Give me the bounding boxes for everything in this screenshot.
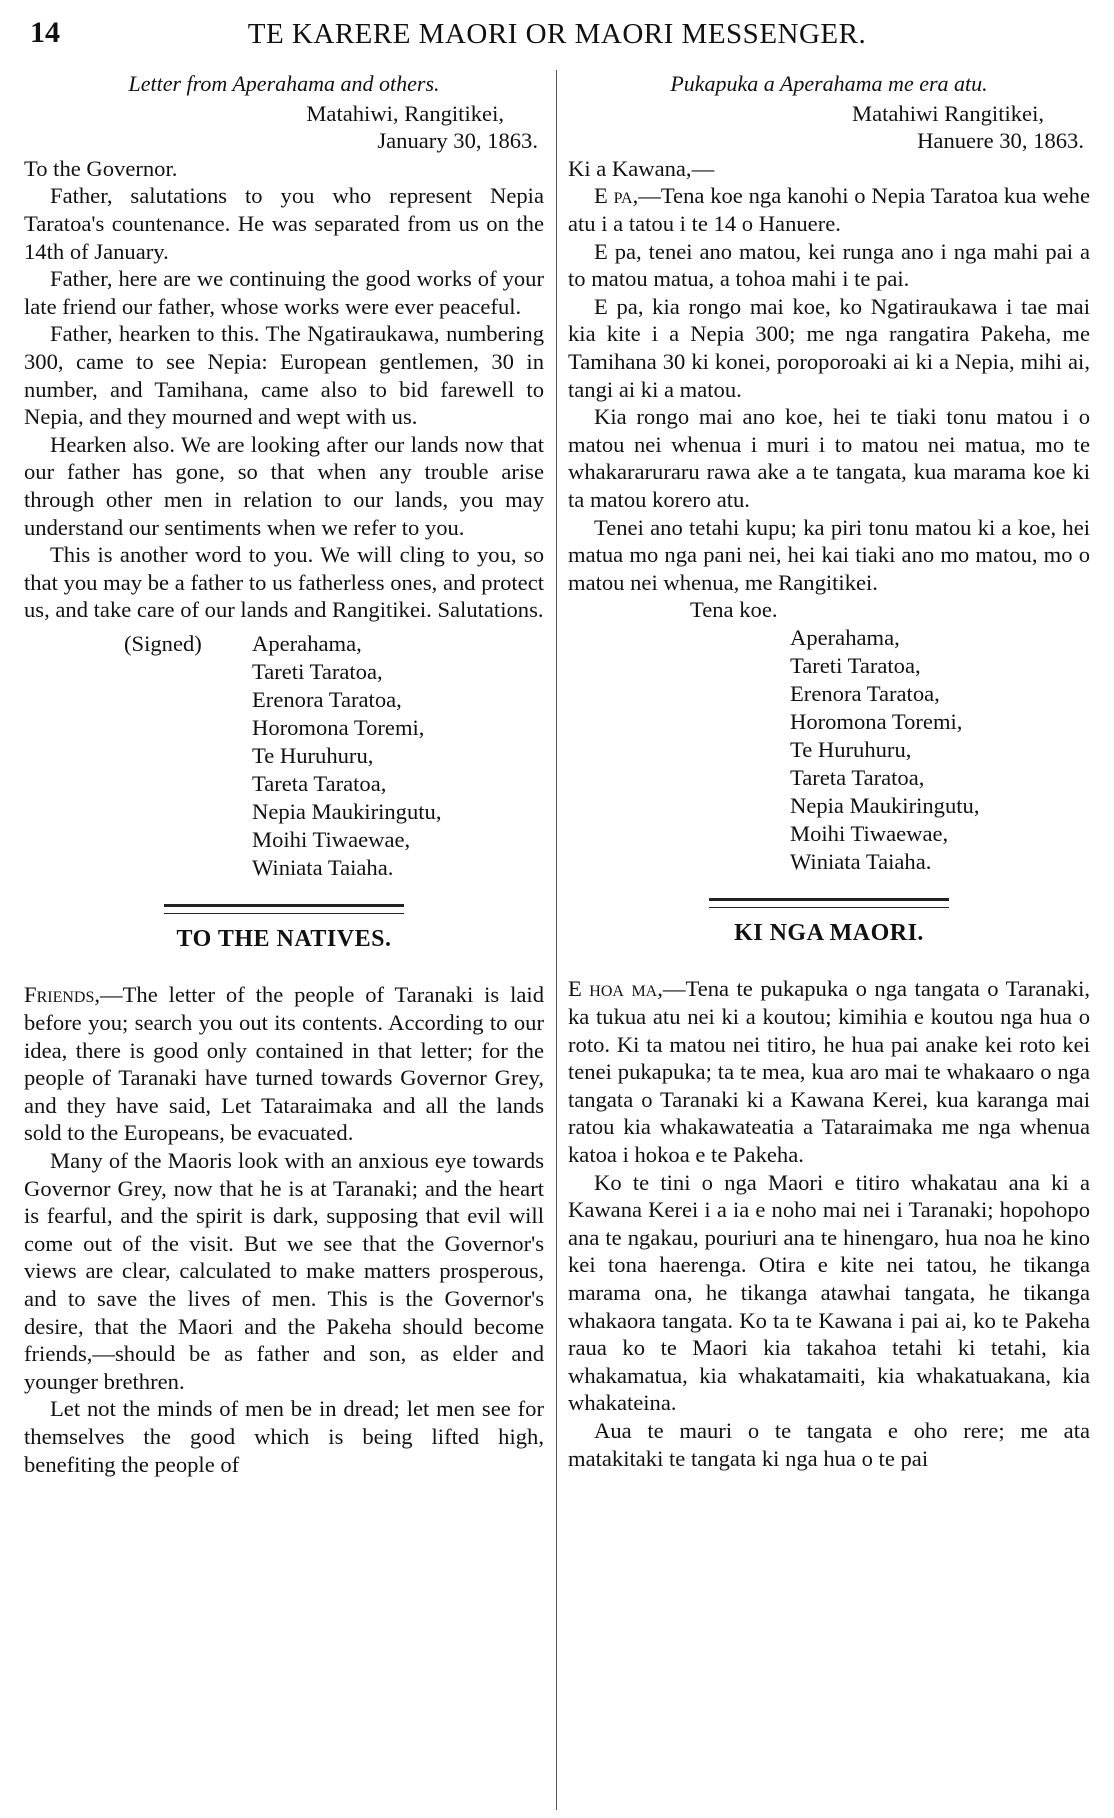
signatory-name: Tareta Taratoa, xyxy=(252,770,387,796)
letter-paragraph xyxy=(568,182,1090,237)
masthead-title: TE KARERE MAORI OR MAORI MESSENGER. xyxy=(247,18,867,50)
letter-heading: Pukapuka a Aperahama me era atu. xyxy=(670,71,988,96)
letter-addressee: To the Governor. xyxy=(24,155,178,181)
letter-paragraph: E pa, kia rongo mai koe, ko Ngatiraukawa i tae mai kia kite i a Nepia 300; me nga rangatira Pakeha, me Tamihana 30 ki konei, poroporoaki ai ki a Nepia, mihi ai, tangi ai ki a matou. xyxy=(568,293,1090,402)
section-paragraph-text: —The letter of the people of Taranaki is laid before you; search you out its contents. According to our idea, there is good only contained in that letter; for the people of Taranaki have turned towards Governor Grey, and they have said, Let Tataraimaka and all the lands sold to the Europeans, be evacuated. xyxy=(24,982,544,1146)
signatory-name: Aperahama, xyxy=(790,624,900,650)
signatory-name: Erenora Taratoa, xyxy=(790,680,940,706)
letter-paragraph: Father, hearken to this. The Ngatiraukawa, numbering 300, came to see Nepia: European gentlemen, 30 in number, and Tamihana, came also to bid farewell to Nepia, and they mourned and wept with us. xyxy=(24,321,544,430)
letter-lead: E pa, xyxy=(594,183,639,209)
english-column xyxy=(24,70,544,1478)
letter-place: Matahiwi Rangitikei, xyxy=(851,100,1044,126)
section-paragraph: Many of the Maoris look with an anxious eye towards Governor Grey, now that he is at Taranaki; and the heart is fearful, and the spirit is dark, supposing that evil will come out of the visit. But we see that the Governor's views are clear, calculated to make matters prosperous, and to save the lives of men. This is the Governor's desire, that the Maori and the Pakeha should become friends,—should be as father and son, as elder and younger brethren. xyxy=(24,1148,544,1394)
letter-paragraph: Tenei ano tetahi kupu; ka piri tonu matou ki a koe, hei matua mo nga pani nei, hei kai tiaki ano mo matou, mo o matou nei whenua, me Rangitikei. xyxy=(568,514,1090,595)
signatory-name: Te Huruhuru, xyxy=(252,742,374,768)
signatory-name: Moihi Tiwaewae, xyxy=(790,820,949,846)
letter-paragraph: Father, salutations to you who represent Nepia Taratoa's countenance. He was separated from us on the 14th of January. xyxy=(24,183,544,264)
section-paragraph-text: —Tena te pukapuka o nga tangata o Taranaki, ka tukua atu nei ki a koutou; kimihia e koutou nga hua o roto. Ki ta matou nei titiro, he hua pai anake kei roto kei tenei pukapuka; ta te mea, kua aro mai te whakaaro o nga tangata o Taranaki ki a Kawana Kerei, kua karanga mai ratou kia whakawateatia a Tataraimaka me nga whenua katoa i hokoa e te Pakeha. xyxy=(568,976,1090,1168)
section-paragraph xyxy=(24,981,544,1147)
letter-paragraph: Father, here are we continuing the good works of your late friend our father, whose works were ever peaceful. xyxy=(24,266,544,319)
signature-block xyxy=(24,630,544,882)
section-paragraph: Ko te tini o nga Maori e titiro whakatau ana ki a Kawana Kerei i a ia e noho mai nei i Taranaki; hopohopo ana te ngakau, pouriuri ana te hinengaro, hua noa he kino kei tona haerenga. Otira e kite nei tatou, he tikanga marama ona, he tikanga atawhai tangata, he tikanga whakaora tangata. Ko ta te Kawana i pai ai, ko te Pakeha raua ko te Maori kia takahoa tetahi ki tetahi, kia whakamatua, kia whakatamaiti, kia whakatuakana, kia whakateina. xyxy=(568,1169,1090,1416)
section-paragraph: Let not the minds of men be in dread; let men see for themselves the good which is being lifted high, benefiting the people of xyxy=(24,1396,544,1477)
signatory-name: Horomona Toremi, xyxy=(252,714,425,740)
signatory-list xyxy=(252,630,544,882)
signatory-name: Te Huruhuru, xyxy=(790,736,912,762)
letter-addressee: Ki a Kawana,— xyxy=(568,155,715,181)
signatory-name: Winiata Taiaha. xyxy=(790,848,932,874)
letter-paragraph: E pa, tenei ano matou, kei runga ano i nga mahi pai a to matou matua, a tohoa mahi i te pai. xyxy=(568,238,1090,292)
letter-heading: Letter from Aperahama and others. xyxy=(128,71,440,96)
section-title: KI NGA MAORI. xyxy=(734,919,924,946)
section-rule xyxy=(164,904,404,914)
letter-place: Matahiwi, Rangitikei, xyxy=(306,100,504,126)
section-title: TO THE NATIVES. xyxy=(176,925,392,952)
signatory-name: Aperahama, xyxy=(252,630,362,656)
signatory-name: Nepia Maukiringutu, xyxy=(252,798,442,824)
signatory-name: Tareti Taratoa, xyxy=(790,652,921,678)
letter-closing: Tena koe. xyxy=(690,597,778,623)
letter-paragraph: This is another word to you. We will cling to you, so that you may be a father to us fatherless ones, and protect us, and take care of our lands and Rangitikei. Salutations. xyxy=(24,542,544,623)
signatory-name: Nepia Maukiringutu, xyxy=(790,792,980,818)
letter-paragraph: Kia rongo mai ano koe, hei te tiaki tonu matou i o matou nei whenua i muri i to matou nei matua, mo te whakararuraru rawa ake a te tangata, kua marama koe ki ta matou korero atu. xyxy=(568,404,1090,512)
signatory-name: Erenora Taratoa, xyxy=(252,686,402,712)
section-lead: E hoa ma, xyxy=(568,976,663,1002)
letter-paragraph-text: —Tena koe nga kanohi o Nepia Taratoa kua wehe atu i a tatou i te 14 o Hanuere. xyxy=(568,183,1090,236)
section-rule xyxy=(709,898,949,908)
signatory-name: Tareti Taratoa, xyxy=(252,658,383,684)
letter-paragraph: Hearken also. We are looking after our lands now that our father has gone, so that when any trouble arise through other men in relation to our lands, you may understand our sentiments when we refer to you. xyxy=(24,431,544,540)
column-divider xyxy=(556,70,557,1810)
signatory-list xyxy=(790,624,1090,876)
section-paragraph xyxy=(568,975,1090,1168)
signatory-name: Horomona Toremi, xyxy=(790,708,963,734)
section-paragraph: Aua te mauri o te tangata e oho rere; me ata matakitaki te tangata ki nga hua o te pai xyxy=(568,1417,1090,1471)
signatory-name: Moihi Tiwaewae, xyxy=(252,826,411,852)
letter-date: Hanuere 30, 1863. xyxy=(917,128,1084,154)
maori-column xyxy=(568,70,1090,1472)
page-number: 14 xyxy=(30,16,60,49)
signatory-name: Winiata Taiaha. xyxy=(252,854,394,880)
letter-date: January 30, 1863. xyxy=(377,128,538,154)
page-header xyxy=(30,16,1084,56)
signatory-name: Tareta Taratoa, xyxy=(790,764,925,790)
section-lead: Friends, xyxy=(24,982,100,1008)
signed-label: (Signed) xyxy=(124,630,202,656)
